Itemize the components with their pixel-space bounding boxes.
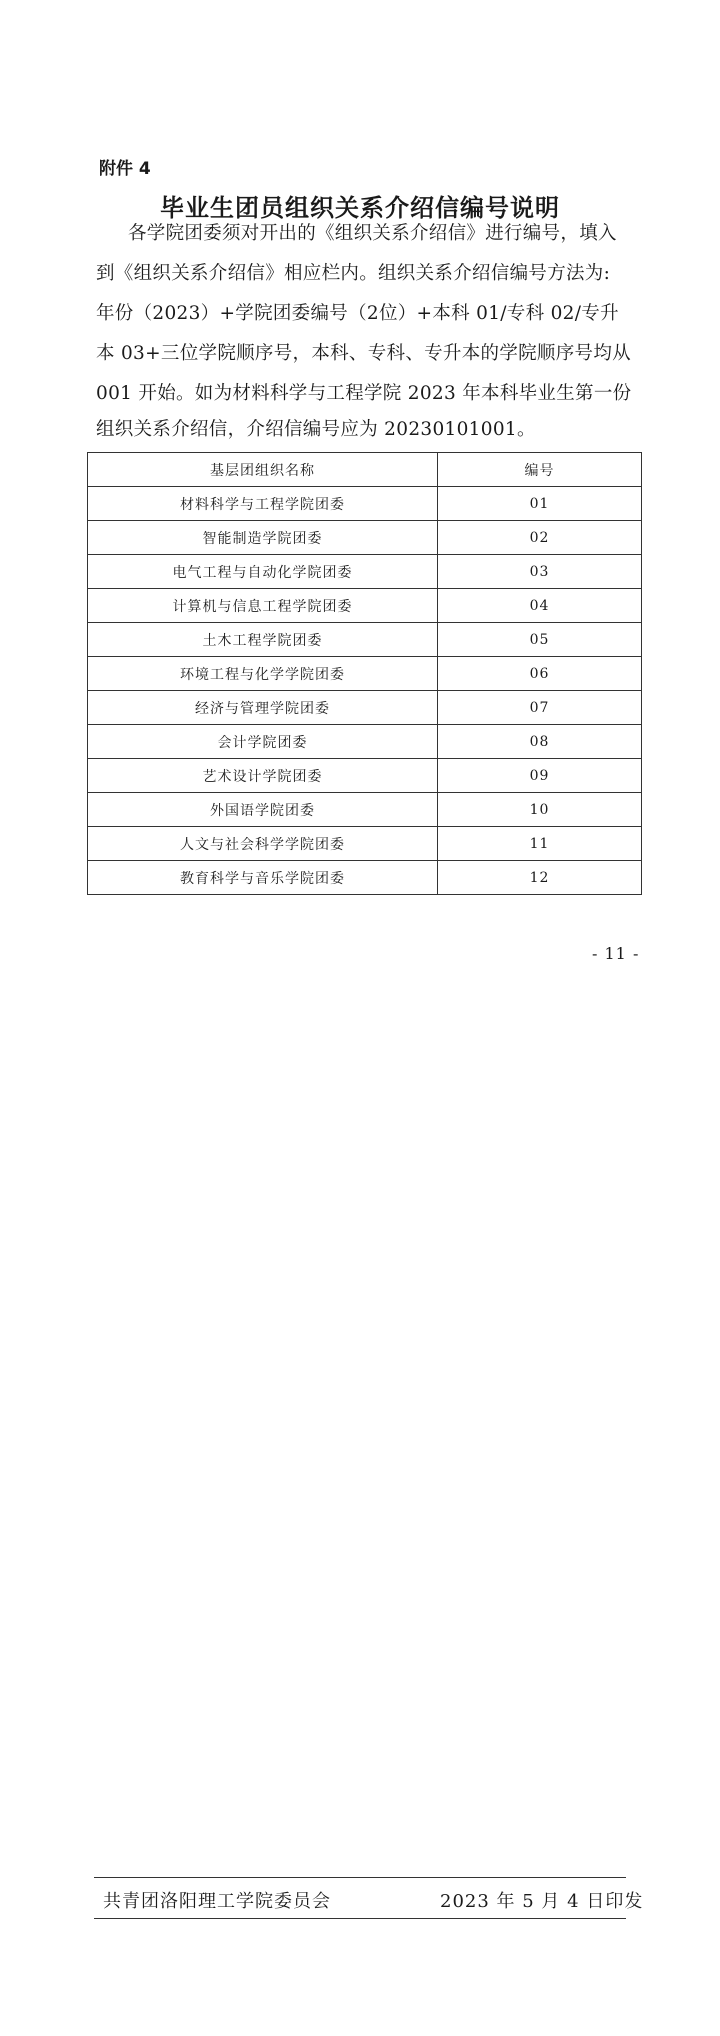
org-name-cell: 会计学院团委	[88, 725, 438, 759]
paragraph-line-3: 年份（2023）+学院团委编号（2位）+本科 01/专科 02/专升	[96, 303, 619, 324]
code-cell: 06	[438, 657, 642, 691]
org-name-cell: 土木工程学院团委	[88, 623, 438, 657]
footer-top-rule	[94, 1877, 626, 1878]
table-row	[88, 487, 642, 521]
footer-issuer: 共青团洛阳理工学院委员会	[103, 1891, 331, 1912]
code-cell: 10	[438, 793, 642, 827]
paragraph-line-2: 到《组织关系介绍信》相应栏内。组织关系介绍信编号方法为:	[96, 263, 611, 284]
attachment-label: 附件 4	[99, 159, 151, 179]
code-cell: 05	[438, 623, 642, 657]
table-row	[88, 691, 642, 725]
org-name-cell: 艺术设计学院团委	[88, 759, 438, 793]
table-row	[88, 589, 642, 623]
table-row	[88, 759, 642, 793]
table-row	[88, 827, 642, 861]
code-cell: 07	[438, 691, 642, 725]
org-name-cell: 计算机与信息工程学院团委	[88, 589, 438, 623]
table-row	[88, 623, 642, 657]
header-code: 编号	[438, 453, 642, 487]
code-cell: 12	[438, 861, 642, 895]
page-number: - 11 -	[592, 944, 640, 963]
table-row	[88, 657, 642, 691]
footer-bottom-rule	[94, 1918, 626, 1919]
document-title: 毕业生团员组织关系介绍信编号说明	[160, 194, 560, 222]
org-name-cell: 环境工程与化学学院团委	[88, 657, 438, 691]
table-header-row	[88, 453, 642, 487]
paragraph-line-6: 组织关系介绍信，介绍信编号应为 20230101001。	[96, 419, 536, 440]
code-cell: 01	[438, 487, 642, 521]
table-row	[88, 555, 642, 589]
code-cell: 02	[438, 521, 642, 555]
code-cell: 09	[438, 759, 642, 793]
code-cell: 04	[438, 589, 642, 623]
table-row	[88, 793, 642, 827]
paragraph-line-4: 本 03+三位学院顺序号，本科、专科、专升本的学院顺序号均从	[96, 343, 631, 364]
paragraph-line-5: 001 开始。如为材料科学与工程学院 2023 年本科毕业生第一份	[96, 383, 632, 404]
header-org-name: 基层团组织名称	[88, 453, 438, 487]
table-row	[88, 725, 642, 759]
org-name-cell: 外国语学院团委	[88, 793, 438, 827]
org-name-cell: 智能制造学院团委	[88, 521, 438, 555]
footer-date: 2023 年 5 月 4 日印发	[440, 1891, 644, 1912]
code-cell: 08	[438, 725, 642, 759]
paragraph-line-1: 各学院团委须对开出的《组织关系介绍信》进行编号，填入	[128, 223, 617, 244]
org-name-cell: 电气工程与自动化学院团委	[88, 555, 438, 589]
org-name-cell: 人文与社会科学学院团委	[88, 827, 438, 861]
org-name-cell: 材料科学与工程学院团委	[88, 487, 438, 521]
org-name-cell: 教育科学与音乐学院团委	[88, 861, 438, 895]
table-row	[88, 521, 642, 555]
org-name-cell: 经济与管理学院团委	[88, 691, 438, 725]
code-cell: 11	[438, 827, 642, 861]
code-cell: 03	[438, 555, 642, 589]
numbering-table	[87, 452, 641, 895]
table-row	[88, 861, 642, 895]
